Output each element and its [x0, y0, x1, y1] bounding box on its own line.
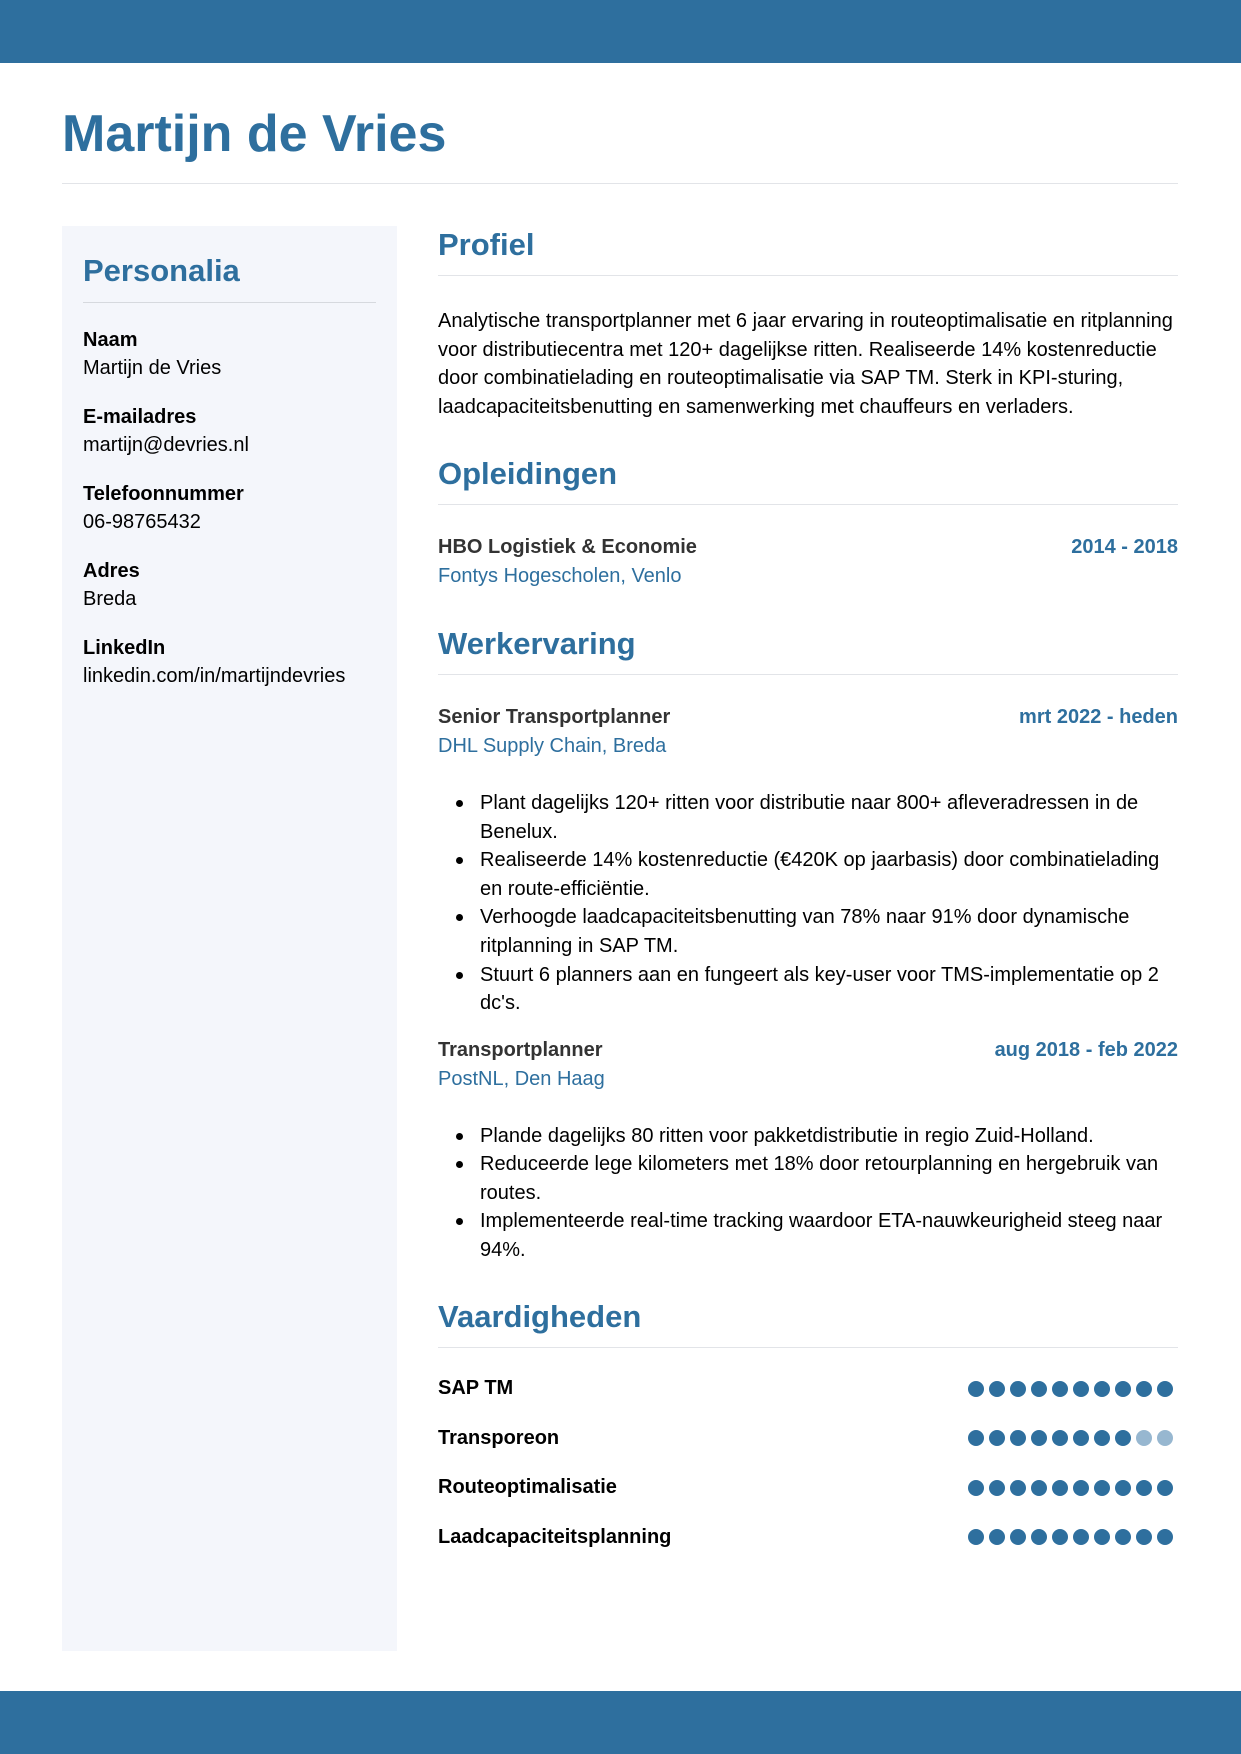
bottom-color-band [0, 1691, 1241, 1754]
rating-dot-filled [989, 1381, 1005, 1397]
experience-divider [438, 674, 1178, 675]
skill-row [438, 1512, 1178, 1562]
profile-section [438, 226, 1178, 422]
personalia-sidebar [62, 226, 397, 1651]
personalia-divider [83, 302, 376, 303]
job-bullets [438, 1122, 1178, 1265]
skill-name: SAP TM [438, 1377, 514, 1400]
job-period: mrt 2022 - heden [1019, 705, 1178, 728]
job-bullet: Reduceerde lege kilometers met 18% door retourplanning en hergebruik van routes. [438, 1150, 1178, 1207]
job-bullet: Plant dagelijks 120+ ritten voor distributie naar 800+ afleveradressen in de Benelux. [438, 789, 1178, 846]
rating-dot-filled [1115, 1430, 1131, 1446]
rating-dot-filled [1010, 1430, 1026, 1446]
rating-dot-filled [968, 1529, 984, 1545]
rating-dot-filled [1052, 1529, 1068, 1545]
job-company: PostNL, Den Haag [438, 1067, 605, 1090]
main-content [438, 226, 1178, 1562]
personal-address-value: Breda [83, 588, 137, 611]
education-degree: HBO Logistiek & Economie [438, 535, 697, 558]
rating-dot-filled [1073, 1529, 1089, 1545]
rating-dot-filled [1115, 1480, 1131, 1496]
job-entry-head [438, 703, 1178, 732]
education-school: Fontys Hogescholen, Venlo [438, 564, 682, 587]
profile-title: Profiel [438, 227, 535, 262]
header-divider [62, 183, 1178, 184]
rating-dot-filled [1073, 1381, 1089, 1397]
skill-rating [968, 1381, 1173, 1397]
education-title: Opleidingen [438, 455, 618, 491]
education-entry-head [438, 533, 1178, 562]
job-bullet: Plande dagelijks 80 ritten voor pakketdistributie in regio Zuid-Holland. [438, 1122, 1178, 1151]
rating-dot-filled [1073, 1480, 1089, 1496]
job-entry [438, 703, 1178, 1018]
job-bullet: Implementeerde real-time tracking waardoor ETA-nauwkeurigheid steeg naar 94%. [438, 1207, 1178, 1264]
skills-list [438, 1364, 1178, 1562]
personal-linkedin-label: LinkedIn [83, 637, 166, 660]
personal-address [83, 557, 376, 613]
rating-dot-filled [1136, 1480, 1152, 1496]
rating-dot-filled [1094, 1529, 1110, 1545]
job-entry-head [438, 1036, 1178, 1065]
skill-row [438, 1413, 1178, 1463]
education-divider [438, 504, 1178, 505]
skill-name: Transporeon [438, 1426, 560, 1449]
job-bullet: Verhoogde laadcapaciteitsbenutting van 78% naar 91% door dynamische ritplanning in SAP TM. [438, 903, 1178, 960]
rating-dot-filled [1136, 1529, 1152, 1545]
top-color-band [0, 0, 1241, 63]
education-section [438, 455, 1178, 591]
rating-dot-filled [989, 1430, 1005, 1446]
personal-name [83, 326, 376, 382]
skill-name: Laadcapaciteitsplanning [438, 1525, 672, 1548]
experience-title: Werkervaring [438, 625, 636, 661]
rating-dot-filled [1157, 1529, 1173, 1545]
personal-email [83, 403, 376, 459]
rating-dot-filled [1052, 1430, 1068, 1446]
job-bullets [438, 789, 1178, 1018]
skills-title: Vaardigheden [438, 1298, 642, 1334]
rating-dot-filled [989, 1529, 1005, 1545]
rating-dot-filled [1052, 1381, 1068, 1397]
education-entry [438, 533, 1178, 591]
skill-rating [968, 1430, 1173, 1446]
rating-dot-filled [1031, 1529, 1047, 1545]
skills-section [438, 1298, 1178, 1562]
job-bullet: Realiseerde 14% kostenreductie (€420K op jaarbasis) door combinatielading en route-efficiëntie. [438, 846, 1178, 903]
rating-dot-filled [1031, 1430, 1047, 1446]
job-entry [438, 1036, 1178, 1265]
rating-dot-filled [1115, 1381, 1131, 1397]
personal-phone [83, 480, 376, 536]
skill-rating [968, 1529, 1173, 1545]
skill-name: Routeoptimalisatie [438, 1476, 617, 1499]
job-bullet: Stuurt 6 planners aan en fungeert als key-user voor TMS-implementatie op 2 dc's. [438, 961, 1178, 1018]
rating-dot-filled [1010, 1529, 1026, 1545]
skill-rating [968, 1480, 1173, 1496]
personal-email-value[interactable]: martijn@devries.nl [83, 434, 249, 457]
rating-dot-filled [989, 1480, 1005, 1496]
rating-dot-filled [1010, 1480, 1026, 1496]
job-period: aug 2018 - feb 2022 [994, 1038, 1178, 1061]
personal-address-label: Adres [83, 560, 140, 583]
rating-dot-filled [1073, 1430, 1089, 1446]
rating-dot-empty [1136, 1430, 1152, 1446]
skills-divider [438, 1347, 1178, 1348]
personal-email-label: E-mailadres [83, 406, 197, 429]
personal-name-label: Naam [83, 329, 138, 352]
rating-dot-filled [1031, 1480, 1047, 1496]
personal-phone-value: 06-98765432 [83, 511, 201, 534]
rating-dot-filled [1094, 1430, 1110, 1446]
rating-dot-empty [1157, 1430, 1173, 1446]
rating-dot-filled [968, 1381, 984, 1397]
rating-dot-filled [1094, 1480, 1110, 1496]
profile-text: Analytische transportplanner met 6 jaar ervaring in routeoptimalisatie en ritplanning voor distributiecentra met 120+ dagelijkse ritten. Realiseerde 14% kostenreductie door combinatielading en routeoptimalisatie via SAP TM. Sterk in KPI-sturing, laadcapaciteitsbenutting en samenwerking met chauffeurs en verladers. [438, 310, 1173, 418]
personalia-title: Personalia [83, 253, 240, 288]
personal-name-value: Martijn de Vries [83, 357, 222, 380]
rating-dot-filled [1136, 1381, 1152, 1397]
job-company: DHL Supply Chain, Breda [438, 734, 667, 757]
profile-divider [438, 275, 1178, 276]
rating-dot-filled [1157, 1381, 1173, 1397]
experience-section [438, 625, 1178, 1265]
skill-row [438, 1364, 1178, 1414]
rating-dot-filled [1052, 1480, 1068, 1496]
rating-dot-filled [1031, 1381, 1047, 1397]
rating-dot-filled [968, 1430, 984, 1446]
candidate-name: Martijn de Vries [62, 105, 447, 163]
personal-phone-label: Telefoonnummer [83, 483, 244, 506]
rating-dot-filled [1115, 1529, 1131, 1545]
job-role: Senior Transportplanner [438, 705, 671, 728]
education-period: 2014 - 2018 [1071, 535, 1178, 558]
rating-dot-filled [1010, 1381, 1026, 1397]
personal-linkedin-value[interactable]: linkedin.com/in/martijndevries [83, 665, 346, 688]
rating-dot-filled [968, 1480, 984, 1496]
skill-row [438, 1463, 1178, 1513]
rating-dot-filled [1094, 1381, 1110, 1397]
rating-dot-filled [1157, 1480, 1173, 1496]
job-role: Transportplanner [438, 1038, 603, 1061]
personal-linkedin [83, 634, 376, 690]
